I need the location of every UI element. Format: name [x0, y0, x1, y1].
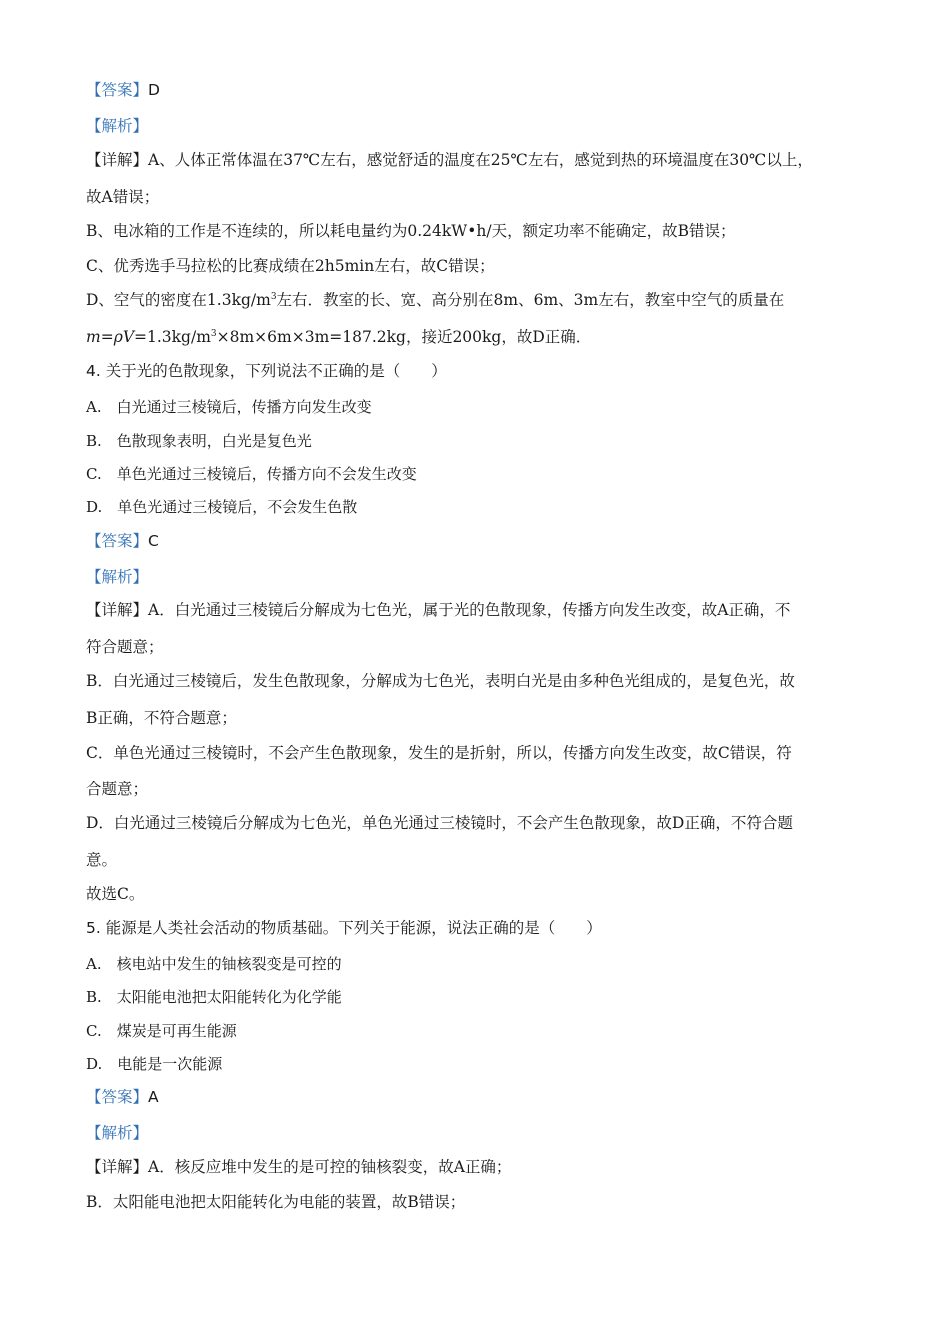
- q4-analysis-tag: 【解析】: [86, 568, 149, 586]
- q5-detail-line-2: B．太阳能电池把太阳能转化为电能的装置，故B错误；: [86, 1193, 466, 1211]
- detail-text: D、空气的密度在1.3kg/m: [86, 291, 271, 309]
- superscript: 3: [270, 292, 277, 302]
- q3-detail-line-4: C、优秀选手马拉松的比赛成绩在2h5min左右，故C错误；: [86, 257, 495, 275]
- q4-option-b: B. 色散现象表明，白光是复色光: [86, 432, 312, 450]
- q4-option-c: C. 单色光通过三棱镜后，传播方向不会发生改变: [86, 465, 417, 483]
- q4-detail-line-1: [86, 600, 790, 620]
- detail-text: 左右．教室的长、宽、高分别在8m、6m、3m左右，教室中空气的质量在: [276, 291, 785, 309]
- q3-detail-line-2: 故A错误；: [86, 188, 160, 206]
- q5-option-a: A. 核电站中发生的铀核裂变是可控的: [86, 955, 342, 973]
- q4-detail-line-7: D．白光通过三棱镜后分解成为七色光，单色光通过三棱镜时，不会产生色散现象，故D正确，不符合题: [86, 814, 793, 832]
- q4-detail-line-8: 意。: [86, 851, 118, 869]
- detail-tag: 【详解】: [86, 601, 149, 619]
- q4-detail-line-6: 合题意；: [86, 780, 149, 798]
- q4-conclusion: 故选C。: [86, 885, 145, 903]
- q3-detail-line-6: [86, 327, 591, 347]
- detail-tag: 【详解】: [86, 1158, 149, 1176]
- q3-analysis-tag: 【解析】: [86, 117, 149, 135]
- q4-detail-line-5: C．单色光通过三棱镜时，不会产生色散现象，发生的是折射，所以，传播方向发生改变，故C错误，符: [86, 744, 792, 762]
- answer-tag: 【答案】: [86, 1088, 149, 1106]
- question-number: 5.: [86, 919, 101, 937]
- symbol-m: m: [86, 328, 101, 346]
- detail-text: =1.3kg/m: [134, 328, 211, 346]
- q5-question: [86, 918, 602, 938]
- answer-tag: 【答案】: [86, 532, 149, 550]
- answer-tag: 【答案】: [86, 81, 149, 99]
- q5-answer-line: [86, 1087, 159, 1107]
- q3-detail-line-3: B、电冰箱的工作是不连续的，所以耗电量约为0.24kW•h/天，额定功率不能确定，故B错误；: [86, 222, 736, 240]
- q5-detail-line-1: [86, 1157, 511, 1177]
- detail-text: ×8m×6m×3m=187.2kg，接近200kg，故D正确．: [216, 328, 592, 346]
- q4-option-a: A. 白光通过三棱镜后，传播方向发生改变: [86, 398, 372, 416]
- q3-detail-line-5: [86, 290, 784, 310]
- equals: =: [100, 328, 114, 346]
- detail-text: A．核反应堆中发生的是可控的铀核裂变，故A正确；: [148, 1158, 512, 1176]
- answer-value: D: [148, 81, 160, 99]
- q3-answer-line: [86, 80, 160, 100]
- q4-detail-line-2: 符合题意；: [86, 638, 164, 656]
- q5-analysis-tag: 【解析】: [86, 1124, 149, 1142]
- detail-tag: 【详解】: [86, 151, 149, 169]
- answer-value: C: [148, 532, 159, 550]
- question-number: 4.: [86, 362, 101, 380]
- q4-detail-line-4: B正确，不符合题意；: [86, 709, 237, 727]
- question-text: 能源是人类社会活动的物质基础。下列关于能源，说法正确的是（ ）: [105, 919, 602, 937]
- q5-option-c: C. 煤炭是可再生能源: [86, 1022, 237, 1040]
- detail-text: A、人体正常体温在37℃左右，感觉舒适的温度在25℃左右，感觉到热的环境温度在30℃以上，: [148, 151, 813, 169]
- q4-question: [86, 361, 447, 381]
- symbol-rho-v: ρV: [113, 328, 135, 346]
- detail-text: A．白光通过三棱镜后分解成为七色光，属于光的色散现象，传播方向发生改变，故A正确，不: [148, 601, 791, 619]
- q4-detail-line-3: B．白光通过三棱镜后，发生色散现象，分解成为七色光，表明白光是由多种色光组成的，是复色光，故: [86, 672, 795, 690]
- question-text: 关于光的色散现象，下列说法不正确的是（ ）: [105, 362, 447, 380]
- q5-option-b: B. 太阳能电池把太阳能转化为化学能: [86, 988, 342, 1006]
- q4-option-d: D. 单色光通过三棱镜后，不会发生色散: [86, 498, 358, 516]
- q5-option-d: D. 电能是一次能源: [86, 1055, 223, 1073]
- q4-answer-line: [86, 531, 159, 551]
- superscript: 3: [210, 329, 217, 339]
- answer-value: A: [148, 1088, 159, 1106]
- q3-detail-line-1: [86, 150, 813, 170]
